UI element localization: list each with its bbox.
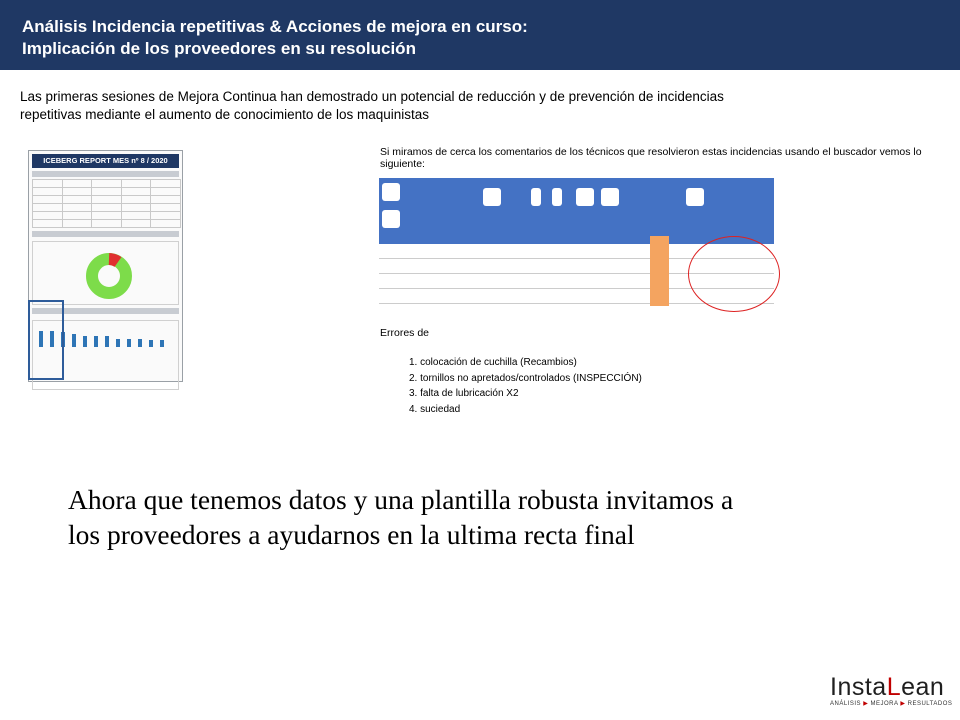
zoom-out-icon <box>382 210 400 228</box>
errors-heading: Errores de <box>380 327 430 339</box>
report-bar <box>138 339 142 347</box>
closing-line1: Ahora que tenemos datos y una plantilla robusta invitamos a <box>68 484 734 515</box>
tagline-word-1: ANÁLISIS <box>830 701 862 707</box>
report-bar <box>160 340 164 347</box>
report-bar <box>127 339 131 347</box>
logo-tagline: ANÁLISIS ▶ MEJORA ▶ RESULTADOS <box>830 701 953 707</box>
refresh-icon <box>483 188 501 206</box>
intro-line2: repetitivas mediante el aumento de conocimiento de los maquinistas <box>20 107 429 122</box>
report-bar <box>105 336 109 347</box>
report-summary-table <box>32 179 181 228</box>
report-bar <box>149 340 153 347</box>
thermometer-cold-icon <box>531 188 541 206</box>
report-bar <box>94 336 98 347</box>
error-item: 2. tornillos no apretados/controlados (INSPECCIÓN) <box>409 372 642 384</box>
intro-line1: Las primeras sesiones de Mejora Continua han demostrado un potencial de reducción y de prevención de incidencias <box>20 89 724 104</box>
tagline-word-3: RESULTADOS <box>907 701 953 707</box>
slide-title-line1: Análisis Incidencia repetitivas & Acciones de mejora en curso: <box>22 17 528 36</box>
slide-header <box>0 0 960 70</box>
logo-wordmark <box>830 674 952 700</box>
report-bar <box>83 336 87 347</box>
logo-letter-l: L <box>886 673 902 701</box>
thermometer-hot-icon <box>552 188 562 206</box>
error-item: 1. colocación de cuchilla (Recambios) <box>409 357 577 368</box>
closing-line2: los proveedores a ayudarnos en la ultima recta final <box>68 519 635 550</box>
search-lead-text: Si miramos de cerca los comentarios de los técnicos que resolvieron estas incidencias usando el buscador vemos lo siguiente: <box>380 146 922 170</box>
error-item: 4. suciedad <box>409 403 461 415</box>
filter-icon <box>576 188 594 206</box>
report-donut-panel <box>32 241 179 305</box>
status-column-highlight <box>650 236 669 306</box>
intro-text <box>20 88 900 124</box>
clear-filter-icon <box>601 188 619 206</box>
iceberg-report-title: ICEBERG REPORT MES nº 8 / 2020 <box>32 154 179 168</box>
logo-part2: ean <box>901 673 945 701</box>
export-icon <box>686 188 704 206</box>
logo-part1: Insta <box>830 673 887 701</box>
donut-chart-graphic <box>85 252 133 300</box>
report-bar <box>72 334 76 347</box>
comment-highlight-circle <box>688 236 780 312</box>
report-highlight-box <box>28 300 64 380</box>
report-section-band <box>32 231 179 237</box>
slide-title-line2: Implicación de los proveedores en su resolución <box>22 39 416 58</box>
report-section-band <box>32 171 179 177</box>
tagline-word-2: MEJORA <box>870 701 899 707</box>
report-bar <box>116 339 120 347</box>
closing-statement <box>68 482 898 552</box>
zoom-in-icon <box>382 183 400 201</box>
search-toolbar <box>379 178 774 236</box>
instalean-logo <box>830 674 952 710</box>
error-item: 3. falta de lubricación X2 <box>409 388 519 399</box>
errors-list <box>409 355 642 417</box>
